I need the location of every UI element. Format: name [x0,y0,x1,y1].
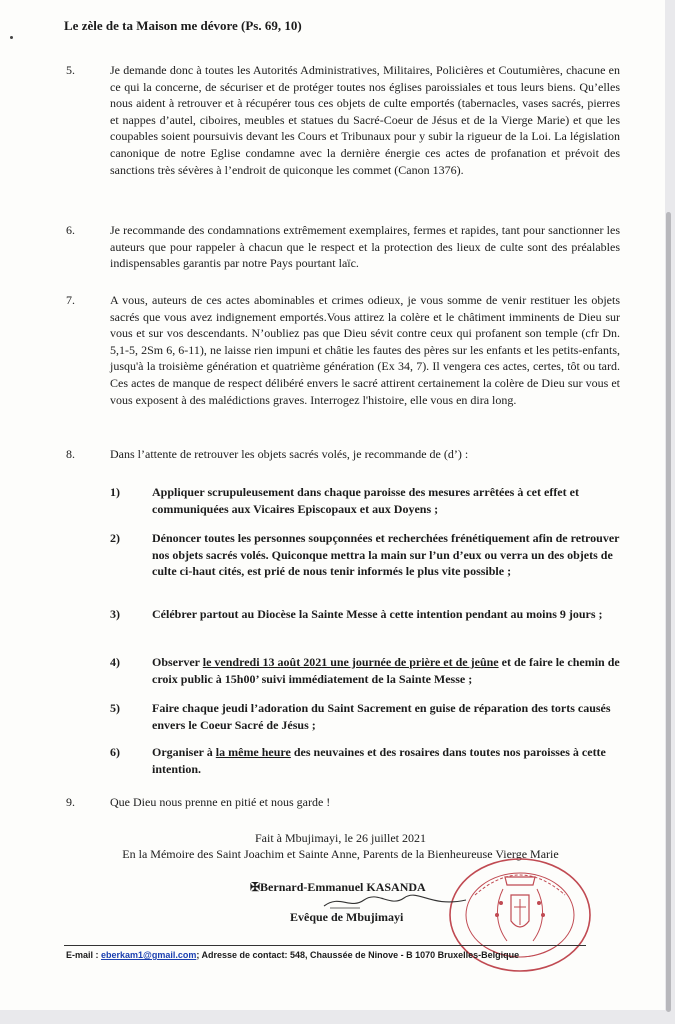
document-header: Le zèle de ta Maison me dévore (Ps. 69, 10) [64,18,302,33]
underlined-date: le vendredi 13 août 2021 une journée de prière et de jeûne [202,655,499,669]
subpoint-number: 1) [110,485,120,499]
footer-divider [64,945,586,946]
point-number: 5. [66,63,75,77]
subpoint-text: Appliquer scrupuleusement dans chaque paroisse des mesures arrêtées à cet effet et communiquées aux Vicaires Episcopaux et aux Doyens ; [152,485,579,516]
subpoint-text-end: des neuvaines et des rosaires dans toutes nos paroisses à cette intention. [152,745,606,776]
point-text: Je demande donc à toutes les Autorités Administratives, Militaires, Policières et Coutumières, chacune en ce qui la concerne, de sécuriser et de protéger toutes nos églises paroissiales et tous leurs biens. Qu’elles nous aident à retrouver et à récupérer tous ces objets de culte emportés (tabernacles, vases sacrés, pierres et nappes d’autel, ciboires, meubles et statues du Sacré-Coeur de Jésus et de la Vierge Marie) et que les coupables soient poursuivis devant les Cours et Tribunaux pour y subir la rigueur de la Loi. La législation canonique de notre Eglise condamne avec la dernière énergie ces actes de profanation et prévoit des sanctions très sévères à l’endroit de quiconque les commet (Canon 1376). [110,63,620,177]
subpoint-text-start: Observer [152,655,203,669]
subpoint-number: 4) [110,655,120,669]
email-label: E-mail : [66,950,102,960]
subpoint-text: Dénoncer toutes les personnes soupçonnées et recherchées frénétiquement afin de retrouver nos objets sacrés volés. Quiconque mettra la main sur l’un d’eux ou verra un des objets de culte ci-haut cités, est prié de nous tenir informés le plus vite possible ; [152,531,620,579]
email-link[interactable]: eberkam1@gmail.com [101,950,197,960]
bishop-title: Evêque de Mbujimayi [290,910,404,924]
bishop-name: ✠Bernard-Emmanuel KASANDA [250,880,426,894]
subpoint-text: Célébrer partout au Diocèse la Sainte Messe à cette intention pendant au moins 9 jours ; [152,607,603,621]
subpoint-number: 6) [110,745,120,759]
point-number: 6. [66,223,75,237]
bullet-mark [10,36,13,39]
point-text: Que Dieu nous prenne en pitié et nous garde ! [110,795,331,809]
subpoint-number: 3) [110,607,120,621]
point-text: A vous, auteurs de ces actes abominables et crimes odieux, je vous somme de venir restituer les objets sacrés que vous avez indignement emportés.Vous attirez la colère et le châtiment imminents de Dieu sur vous et sur vos descendants. N’oubliez pas que Dieu sévit contre ceux qui profanent son temple (cfr Dn. 5,1-5, 2Sm 6, 6-11), ne laisse rien impuni et châtie les fautes des pères sur les enfants et les petits-enfants, jusqu'à la troisième génération et quatrième génération (Ex 34, 7). Il vengera ces actes, certes, tôt ou tard. Ces actes de manque de respect délibéré envers le sacré attirent certainement la colère de Dieu sur vous et vous exposent à des malédictions graves. Interrogez l'histoire, elle vous en dira long. [110,293,620,407]
subpoint-text-start: Organiser à [152,745,216,759]
place-date: Fait à Mbujimayi, le 26 juillet 2021 [255,831,426,845]
point-number: 8. [66,447,75,461]
memory-line: En la Mémoire des Saint Joachim et Sainte Anne, Parents de la Bienheureuse Vierge Marie [122,847,559,861]
subpoint-number: 2) [110,531,120,545]
point-number: 9. [66,795,75,809]
address-text: ; Adresse de contact: 548, Chaussée de Ninove - B 1070 Bruxelles-Belgique [196,950,520,960]
point-text: Dans l’attente de retrouver les objets sacrés volés, je recommande de (d’) : [110,447,469,461]
footer [66,950,519,960]
subpoint-number: 5) [110,701,120,715]
subpoint-text [152,744,620,777]
scrollbar[interactable] [666,212,671,1012]
subpoint-text: Faire chaque jeudi l’adoration du Saint Sacrement en guise de réparation des torts causés envers le Coeur Sacré de Jésus ; [152,701,611,732]
subpoint-text-end: et de faire le chemin de croix public à 15h00’ suivi immédiatement de la Sainte Messe ; [152,655,620,686]
handwritten-signature-icon [320,892,470,912]
point-text: Je recommande des condamnations extrêmement exemplaires, fermes et rapides, tant pour sanctionner les auteurs que pour rappeler à chacun que le respect et la protection des lieux de culte sont des préalables indispensables garantis par notre Pays pourtant laïc. [110,223,620,271]
underlined-time: la même heure [215,745,291,759]
point-number: 7. [66,293,75,307]
subpoint-text [152,654,620,687]
